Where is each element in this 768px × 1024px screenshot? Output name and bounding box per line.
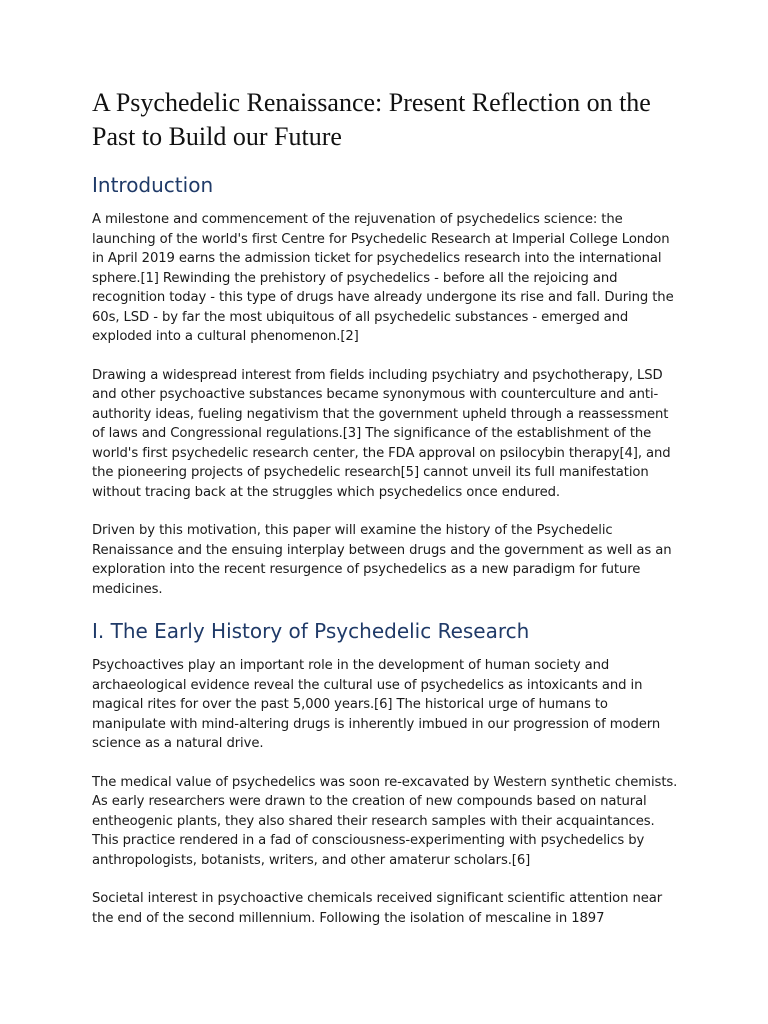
document-title: A Psychedelic Renaissance: Present Reflection on the Past to Build our Future — [92, 88, 651, 151]
early-history-paragraph-3: Societal interest in psychoactive chemicals received significant scientific attention near the end of the second millennium. Following the isolation of mescaline in 1897 — [92, 891, 663, 926]
document-page — [92, 86, 682, 947]
introduction-paragraph-3: Driven by this motivation, this paper will examine the history of the Psychedelic Renaissance and the ensuing interplay between drugs and the government as well as an exploration into the recent resurgence of psychedelics as a new paradigm for future medicines. — [92, 523, 672, 597]
section-heading-introduction: Introduction — [92, 173, 214, 197]
early-history-paragraph-2: The medical value of psychedelics was soon re-excavated by Western synthetic chemists. As early researchers were drawn to the creation of new compounds based on natural entheogenic plants, they also shared their research samples with their acquaintances. This practice rendered in a fad of consciousness-experimenting with psychedelics by anthropologists, botanists, writers, and other amaterur scholars.[6] — [92, 774, 678, 868]
early-history-paragraph-1: Psychoactives play an important role in the development of human society and archaeological evidence reveal the cultural use of psychedelics as intoxicants and in magical rites for over the past 5,000 years.[6] The historical urge of humans to manipulate with mind-altering drugs is inherently imbued in our progression of modern science as a natural drive. — [92, 658, 661, 751]
section-heading-early-history: I. The Early History of Psychedelic Research — [92, 619, 530, 643]
introduction-paragraph-2: Drawing a widespread interest from fields including psychiatry and psychotherapy, LSD and other psychoactive substances became synonymous with counterculture and anti-authority ideas, fueling negativism that the government upheld through a reassessment of laws and Congressional regulations.[3] The significance of the establishment of the world's first psychedelic research center, the FDA approval on psilocybin therapy[4], and the pioneering projects of psychedelic research[5] cannot unveil its full manifestation without tracing back at the struggles which psychedelics once endured. — [92, 367, 671, 500]
introduction-paragraph-1: A milestone and commencement of the rejuvenation of psychedelics science: the launching of the world's first Centre for Psychedelic Research at Imperial College London in April 2019 earns the admission ticket for psychedelics research into the international sphere.[1] Rewinding the prehistory of psychedelics - before all the rejoicing and recognition today - this type of drugs have already undergone its rise and fall. During the 60s, LSD - by far the most ubiquitous of all psychedelic substances - emerged and exploded into a cultural phenomenon.[2] — [92, 212, 674, 344]
